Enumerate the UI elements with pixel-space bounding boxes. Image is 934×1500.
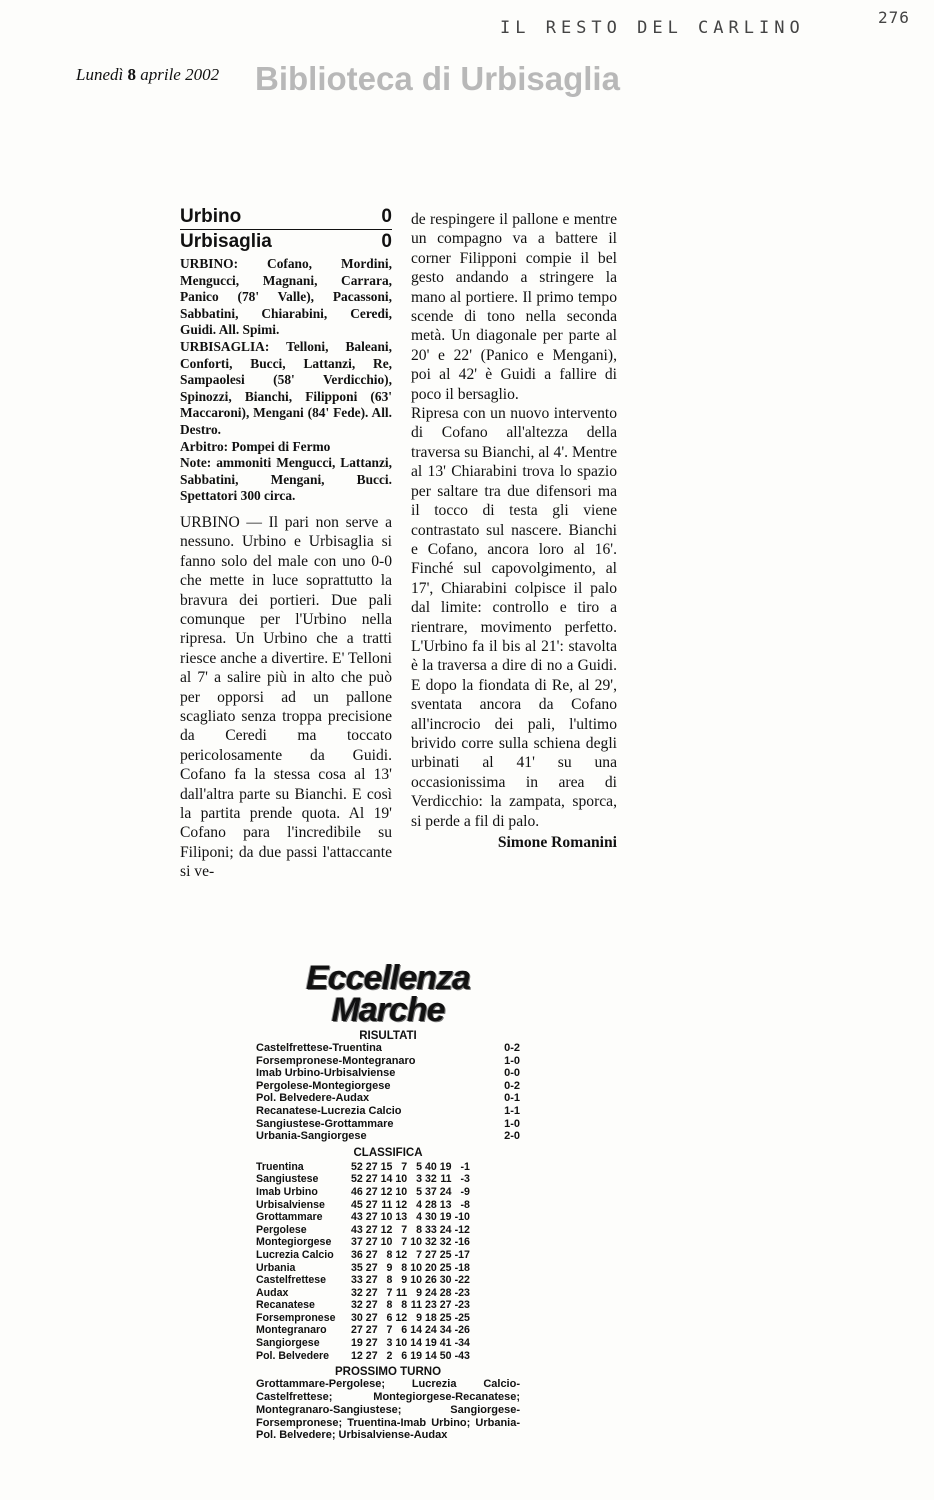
- standings-cell: 30: [424, 1211, 437, 1224]
- result-row: [256, 1067, 520, 1080]
- standings-row: [256, 1211, 473, 1224]
- standings-cell: 43: [351, 1223, 363, 1236]
- standings-row: [256, 1236, 473, 1249]
- standings-cell: 7: [416, 1248, 422, 1261]
- standings-cell: 10: [410, 1274, 422, 1287]
- standings-cell: 10: [395, 1185, 408, 1198]
- standings-cell: 32: [351, 1286, 363, 1299]
- standings-cell: 20: [424, 1261, 437, 1274]
- standings-cell: 28: [424, 1198, 437, 1211]
- standings-cell: 8: [386, 1299, 393, 1312]
- handwritten-page-number: 276: [878, 8, 910, 27]
- next-round-heading: PROSSIMO TURNO: [334, 1366, 442, 1379]
- standings-cell: -18: [454, 1261, 470, 1274]
- standings-row: [256, 1161, 473, 1174]
- standings-cell: 14: [410, 1337, 422, 1350]
- away-goals: 0: [381, 231, 392, 252]
- standings-cell: 8: [401, 1261, 408, 1274]
- standings-cell: 9: [416, 1286, 422, 1299]
- standings-cell: 2: [386, 1349, 393, 1362]
- standings-cell: -23: [454, 1286, 470, 1299]
- standings-row: [256, 1287, 473, 1300]
- standings-cell: 24: [439, 1223, 452, 1236]
- standings-cell: -34: [454, 1337, 470, 1350]
- standings-cell: -22: [454, 1274, 470, 1287]
- lineup-urbisaglia: URBISAGLIA: Telloni, Baleani, Conforti, Bucci, Lattanzi, Re, Sampaolesi (58' Verdicchio), Spinozzi, Bianchi, Filipponi (63' Maccaroni), Mengani (84' Fede). All. Destro.: [180, 338, 392, 437]
- date-weekday: Lunedì: [76, 65, 124, 84]
- standings-cell: -16: [454, 1236, 470, 1249]
- standings-cell: -1: [460, 1160, 470, 1173]
- standings-cell: 15: [380, 1160, 393, 1173]
- score-row-home: [180, 205, 392, 230]
- results-heading: RISULTATI: [359, 1030, 417, 1042]
- standings-cell: 33: [424, 1223, 437, 1236]
- standings-cell: -25: [454, 1311, 470, 1324]
- standings-cell: 9: [401, 1274, 408, 1287]
- standings-cell: 27: [365, 1337, 378, 1350]
- standings-cell: -43: [454, 1349, 470, 1362]
- standings-cell: 46: [351, 1185, 363, 1198]
- box-title-line2: Marche: [331, 991, 445, 1029]
- body-paragraph: de respingere il pallone e mentre un compagno va a battere il corner Filipponi compie il bel gesto andando a stringere la mano al portiere. Il primo tempo scende di tono nella seconda metà. Un diagonale per parte al 20' e 22' (Panico e Mengani), poi al 42' è Guidi a fallire di poco il bersaglio.: [411, 211, 617, 403]
- standings-team: Truentina: [256, 1160, 304, 1173]
- result-row: [256, 1118, 520, 1131]
- standings-cell: 30: [351, 1311, 363, 1324]
- standings-row: [256, 1337, 473, 1350]
- match-notes: Note: ammoniti Mengucci, Lattanzi, Sabbatini, Mengani, Bucci. Spettatori 300 circa.: [180, 455, 392, 504]
- standings-cell: 6: [401, 1349, 408, 1362]
- result-score: 0-1: [504, 1092, 520, 1105]
- standings-cell: 34: [439, 1324, 452, 1337]
- standings-cell: 33: [351, 1274, 363, 1287]
- standings-cell: 6: [401, 1324, 408, 1337]
- lineup-urbino: URBINO: Cofano, Mordini, Mengucci, Magnani, Carrara, Panico (78' Valle), Pacassoni, Sabbatini, Chiarabini, Ceredi, Guidi. All. Spimi.: [180, 256, 392, 338]
- standings-cell: 4: [416, 1211, 422, 1224]
- standings-row: [256, 1173, 473, 1186]
- standings-cell: 5: [416, 1160, 422, 1173]
- standings-row: [256, 1199, 473, 1212]
- standings-row: [256, 1324, 473, 1337]
- standings-cell: 7: [401, 1236, 408, 1249]
- standings-cell: -3: [460, 1173, 470, 1186]
- standings-cell: 35: [351, 1261, 363, 1274]
- standings-row: [256, 1186, 473, 1199]
- result-score: 1-0: [504, 1054, 520, 1067]
- standings-cell: 24: [424, 1286, 437, 1299]
- standings-cell: 10: [380, 1211, 393, 1224]
- standings-row: [256, 1299, 473, 1312]
- standings-cell: 23: [424, 1299, 437, 1312]
- standings-cell: 6: [386, 1311, 393, 1324]
- standings-heading: CLASSIFICA: [353, 1146, 423, 1159]
- standings-cell: 10: [395, 1173, 408, 1186]
- results-list: [256, 1042, 520, 1143]
- standings-cell: 32: [439, 1236, 452, 1249]
- standings-row: [256, 1224, 473, 1237]
- standings-team: Sangiorgese: [256, 1337, 320, 1350]
- standings-cell: 8: [386, 1274, 393, 1287]
- standings-cell: 41: [439, 1337, 452, 1350]
- standings-cell: 27: [365, 1299, 378, 1312]
- standings-team: Grottammare: [256, 1211, 323, 1224]
- standings-cell: -23: [454, 1299, 470, 1312]
- standings-cell: 8: [386, 1248, 393, 1261]
- standings-cell: 18: [424, 1311, 437, 1324]
- standings-cell: 27: [365, 1173, 378, 1186]
- standings-cell: 12: [395, 1248, 408, 1261]
- standings-row: [256, 1249, 473, 1262]
- standings-row: [256, 1312, 473, 1325]
- standings-cell: 3: [416, 1173, 422, 1186]
- standings-cell: -8: [460, 1198, 470, 1211]
- standings-cell: 25: [439, 1248, 452, 1261]
- standings-cell: 8: [401, 1299, 408, 1312]
- standings-cell: 37: [351, 1236, 363, 1249]
- league-results-box: [256, 959, 520, 1442]
- standings-cell: 19: [439, 1160, 452, 1173]
- home-team: Urbino: [180, 206, 242, 227]
- standings-team: Montegiorgese: [256, 1236, 332, 1249]
- standings-team: Recanatese: [256, 1299, 315, 1312]
- standings-cell: 27: [365, 1160, 378, 1173]
- standings-cell: 45: [351, 1198, 363, 1211]
- standings-cell: -10: [454, 1211, 470, 1224]
- standings-team: Castelfrettese: [256, 1274, 327, 1287]
- standings-team: Pol. Belvedere: [256, 1349, 330, 1362]
- standings-cell: 32: [424, 1173, 437, 1186]
- standings-cell: 12: [395, 1198, 408, 1211]
- result-match: Pergolese-Montegiorgese: [256, 1079, 391, 1092]
- lineups-block: [180, 256, 392, 505]
- result-row: [256, 1055, 520, 1068]
- standings-cell: 19: [351, 1337, 363, 1350]
- standings-team: Lucrezia Calcio: [256, 1248, 334, 1261]
- standings-cell: 10: [380, 1236, 393, 1249]
- standings-cell: 27: [424, 1248, 437, 1261]
- standings-cell: 27: [365, 1324, 378, 1337]
- standings-cell: 32: [351, 1299, 363, 1312]
- standings-cell: 9: [416, 1311, 422, 1324]
- standings-cell: 14: [380, 1173, 393, 1186]
- standings-cell: 10: [395, 1337, 408, 1350]
- standings-cell: 27: [365, 1223, 378, 1236]
- result-score: 0-2: [504, 1079, 520, 1092]
- standings-cell: 27: [351, 1324, 363, 1337]
- standings-cell: 9: [386, 1261, 393, 1274]
- standings-cell: 10: [410, 1261, 422, 1274]
- standings-cell: 7: [401, 1160, 408, 1173]
- result-match: Forsempronese-Montegranaro: [256, 1054, 416, 1067]
- standings-cell: -9: [460, 1185, 470, 1198]
- standings-cell: 25: [439, 1261, 452, 1274]
- standings-cell: 52: [351, 1160, 363, 1173]
- standings-cell: 7: [401, 1223, 408, 1236]
- result-row: [256, 1092, 520, 1105]
- standings-cell: 36: [351, 1248, 363, 1261]
- standings-cell: 52: [351, 1173, 363, 1186]
- standings-cell: 30: [439, 1274, 452, 1287]
- standings-cell: 5: [416, 1185, 422, 1198]
- result-score: 1-1: [504, 1104, 520, 1117]
- standings-cell: 27: [365, 1261, 378, 1274]
- standings-row: [256, 1262, 473, 1275]
- standings-cell: 24: [439, 1185, 452, 1198]
- standings-cell: 11: [381, 1198, 393, 1211]
- article-column-right: [411, 210, 617, 852]
- result-match: Pol. Belvedere-Audax: [256, 1092, 370, 1105]
- standings-cell: 27: [365, 1185, 378, 1198]
- score-row-away: [180, 230, 392, 254]
- dateline: [76, 65, 219, 85]
- standings-team: Forsempronese: [256, 1311, 336, 1324]
- standings-cell: 27: [365, 1248, 378, 1261]
- next-round-fixtures: Grottammare-Pergolese; Lucrezia Calcio-Castelfrettese; Montegiorgese-Recanatese; Montegranaro-Sangiustese; Sangiorgese-Forsempronese; Truentina-Imab Urbino; Urbania-Pol. Belvedere; Urbisalviense-Audax: [256, 1378, 520, 1442]
- standings-cell: 27: [365, 1349, 378, 1362]
- standings-row: [256, 1274, 473, 1287]
- library-watermark: Biblioteca di Urbisaglia: [255, 60, 620, 97]
- standings-cell: 27: [365, 1236, 378, 1249]
- body-paragraph: Ripresa con un nuovo intervento di Cofano all'altezza della traversa su Bianchi, al 4'. Mentre al 13' Chiarabini trova lo spazio per saltare tra due difensori ma il tocco di testa gli viene contrastato sul nascere. Bianchi e Cofano, ancora loro al 16'. Finché sul capovolgimento, al 17', Chiarabini colpisce il palo dal limite: controllo e tiro a rientrare, movimento perfetto. L'Urbino fa il bis al 21': stavolta è la traversa a dire di no a Guidi. E dopo la fiondata di Re, al 29', sventata ancora da Cofano all'incrocio dei pali, l'ultimo brivido corre sulla schiena degli urbinati al 41' su una occasionissima in area di Verdicchio: la zampata, sporca, si perde a fil di palo.: [411, 405, 617, 830]
- article-body-right: [411, 210, 617, 831]
- result-match: Imab Urbino-Urbisalviense: [256, 1067, 396, 1080]
- standings-team: Imab Urbino: [256, 1185, 318, 1198]
- home-goals: 0: [381, 206, 392, 227]
- standings-cell: 14: [410, 1324, 422, 1337]
- result-row: [256, 1130, 520, 1143]
- standings-cell: 24: [424, 1324, 437, 1337]
- result-row: [256, 1080, 520, 1093]
- result-score: 1-0: [504, 1117, 520, 1130]
- standings-cell: 19: [439, 1211, 452, 1224]
- standings-cell: -12: [454, 1223, 470, 1236]
- result-score: 2-0: [504, 1130, 520, 1143]
- standings-team: Urbania: [256, 1261, 296, 1274]
- standings-cell: 19: [410, 1349, 422, 1362]
- body-paragraph: URBINO — Il pari non serve a nessuno. Urbino e Urbisaglia si fanno solo del male con uno 0-0 che mette in luce soprattutto la bravura dei portieri. Due pali comunque per l'Urbino nella ripresa. Un Urbino che a tratti riesce anche a divertire. E' Telloni al 7' a salire più in alto che può per opporsi ad un pallone scagliato senza troppa precisione da Ceredi ma toccato pericolosamente da Guidi. Cofano fa la stessa cosa al 13' dall'altra parte su Bianchi. E così la partita prende quota. Al 19' Cofano para l'incredibile su Filiponi; da due passi l'attaccante si ve-: [180, 513, 392, 881]
- standings-cell: 27: [365, 1198, 378, 1211]
- article-column-left: [180, 205, 392, 882]
- standings-cell: 25: [439, 1311, 452, 1324]
- standings-cell: 12: [395, 1311, 408, 1324]
- result-score: 0-0: [504, 1067, 520, 1080]
- standings-team: Urbisalviense: [256, 1198, 325, 1211]
- standings-cell: 13: [439, 1198, 452, 1211]
- standings-cell: 7: [386, 1286, 393, 1299]
- date-day: 8: [127, 65, 136, 84]
- box-title-line1: Eccellenza: [306, 959, 470, 997]
- standings-cell: 8: [416, 1223, 422, 1236]
- standings-cell: 12: [351, 1349, 363, 1362]
- handwritten-source-note: IL RESTO DEL CARLINO: [500, 18, 805, 38]
- standings-cell: 14: [424, 1349, 437, 1362]
- standings-table: [256, 1161, 473, 1363]
- standings-cell: 12: [380, 1185, 393, 1198]
- standings-cell: -26: [454, 1324, 470, 1337]
- standings-cell: 27: [365, 1286, 378, 1299]
- standings-cell: 32: [424, 1236, 437, 1249]
- standings-cell: 13: [395, 1211, 408, 1224]
- standings-cell: 12: [380, 1223, 393, 1236]
- box-title: [256, 959, 520, 1029]
- standings-cell: 27: [365, 1274, 378, 1287]
- standings-cell: 10: [410, 1236, 422, 1249]
- article-body-left: [180, 513, 392, 882]
- standings-cell: 3: [386, 1337, 393, 1350]
- article-author: Simone Romanini: [497, 834, 617, 851]
- result-score: 0-2: [504, 1042, 520, 1054]
- standings-cell: 27: [365, 1211, 378, 1224]
- standings-cell: 11: [440, 1173, 452, 1186]
- result-match: Recanatese-Lucrezia Calcio: [256, 1104, 402, 1117]
- standings-team: Pergolese: [256, 1223, 307, 1236]
- standings-row: [256, 1350, 473, 1363]
- standings-team: Sangiustese: [256, 1173, 319, 1186]
- standings-cell: 11: [395, 1286, 408, 1299]
- standings-cell: 26: [424, 1274, 437, 1287]
- standings-cell: 7: [386, 1324, 393, 1337]
- standings-cell: 27: [365, 1311, 378, 1324]
- standings-cell: -17: [454, 1248, 470, 1261]
- standings-cell: 37: [424, 1185, 437, 1198]
- standings-cell: 43: [351, 1211, 363, 1224]
- result-match: Castelfrettese-Truentina: [256, 1042, 382, 1054]
- standings-cell: 11: [410, 1299, 422, 1312]
- date-month-year: aprile 2002: [140, 65, 220, 84]
- result-match: Urbania-Sangiorgese: [256, 1130, 367, 1143]
- standings-cell: 40: [424, 1160, 437, 1173]
- away-team: Urbisaglia: [180, 231, 272, 252]
- standings-cell: 28: [439, 1286, 452, 1299]
- standings-cell: 4: [416, 1198, 422, 1211]
- standings-cell: 19: [424, 1337, 437, 1350]
- standings-cell: 50: [439, 1349, 452, 1362]
- standings-cell: 27: [439, 1299, 452, 1312]
- result-row: [256, 1042, 520, 1055]
- result-match: Sangiustese-Grottammare: [256, 1117, 394, 1130]
- referee: Arbitro: Pompei di Fermo: [180, 438, 331, 454]
- standings-team: Audax: [256, 1286, 289, 1299]
- result-row: [256, 1105, 520, 1118]
- standings-team: Montegranaro: [256, 1324, 327, 1337]
